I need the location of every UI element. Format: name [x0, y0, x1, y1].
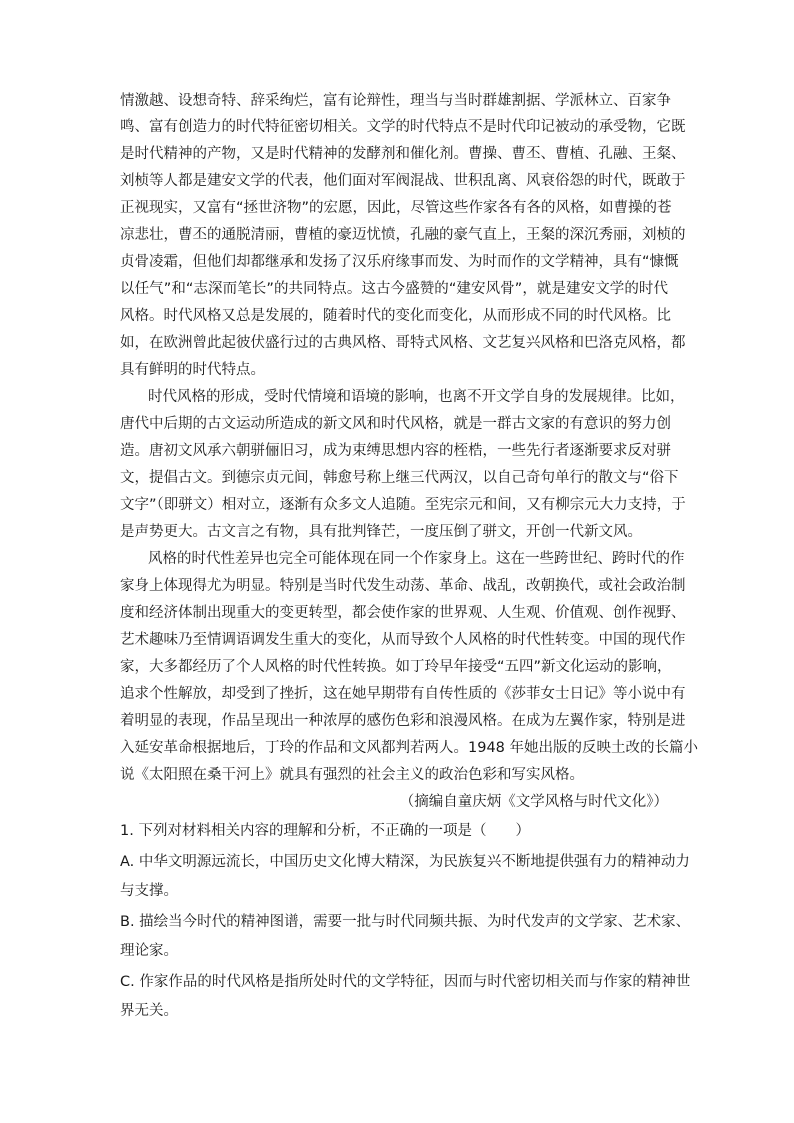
paragraph-3-line: 家，大多都经历了个人风格的时代性转换。如丁玲早年接受“五四”新文化运动的影响， [120, 659, 672, 675]
option-c-line: 界无关。 [120, 1003, 178, 1019]
paragraph-3-line: 追求个性解放，却受到了挫折，这在她早期带有自传性质的《莎菲女士日记》等小说中有 [120, 686, 686, 702]
paragraph-1-line: 情激越、设想奇特、辞采绚烂，富有论辩性，理当与当时群雄割据、学派林立、百家争 [120, 93, 671, 109]
paragraph-3-line: 入延安革命根据地后，丁玲的作品和文风都判若两人。1948 年她出版的反映土改的长篇小 [120, 740, 699, 756]
paragraph-3-line: 说《太阳照在桑干河上》就具有强烈的社会主义的政治色彩和写实风格。 [120, 767, 584, 783]
source-attribution: （摘编自童庆炳《文学风格与时代文化》） [399, 794, 668, 810]
option-a-line: A. 中华文明源远流长，中国历史文化博大精深，为民族复兴不断地提供强有力的精神动力 [120, 854, 690, 870]
paragraph-3-line: 艺术趣味乃至情调语调发生重大的变化，从而导致个人风格的时代性转变。中国的现代作 [120, 632, 686, 648]
paragraph-2-line: 文，提倡古文。到德宗贞元间，韩愈号称上继三代两汉，以自己奇句单行的散文与“俗下 [120, 470, 679, 486]
paragraph-3-line: 家身上体现得尤为明显。特别是当时代发生动荡、革命、战乱，改朝换代，或社会政治制 [120, 578, 686, 594]
paragraph-3-line: 风格的时代性差异也完全可能体现在同一个作家身上。这在一些跨世纪、跨时代的作 [148, 551, 685, 567]
paragraph-1-line: 凉悲壮，曹丕的通脱清丽，曹植的豪迈忧愤，孔融的豪气直上，王粲的深沉秀丽，刘桢的 [120, 227, 686, 243]
option-a-line: 与支撑。 [120, 883, 178, 899]
option-c-line: C. 作家作品的时代风格是指所处时代的文学特征，因而与时代密切相关而与作家的精神世 [120, 974, 691, 990]
option-b-line: 理论家。 [120, 943, 178, 959]
paragraph-2-line: 唐代中后期的古文运动所造成的新文风和时代风格，就是一群古文家的有意识的努力创 [120, 416, 671, 432]
paragraph-1-line: 刘桢等人都是建安文学的代表，他们面对军阀混战、世积乱离、风衰俗怨的时代，既敢于 [120, 173, 686, 189]
paragraph-1-line: 贞骨凌霜，但他们却都继承和发扬了汉乐府缘事而发、为时而作的文学精神，具有“慷慨 [120, 254, 679, 270]
paragraph-2-line: 造。唐初文风承六朝骈俪旧习，成为束缚思想内容的桎梏，一些先行者逐渐要求反对骈 [120, 443, 671, 459]
paragraph-3-line: 度和经济体制出现重大的变更转型，都会使作家的世界观、人生观、价值观、创作视野、 [120, 605, 686, 621]
paragraph-1-line: 以任气”和“志深而笔长”的共同特点。这古今盛赞的“建安风骨”，就是建安文学的时代 [120, 281, 668, 297]
question-stem: 1. 下列对材料相关内容的理解和分析，不正确的一项是（ ） [120, 823, 530, 839]
paragraph-1-line: 具有鲜明的时代特点。 [120, 362, 265, 378]
paragraph-1-line: 是时代精神的产物，又是时代精神的发酵剂和催化剂。曹操、曹丕、曹植、孔融、王粲、 [120, 146, 686, 162]
paragraph-3-line: 着明显的表现，作品呈现出一种浓厚的感伤色彩和浪漫风格。在成为左翼作家，特别是进 [120, 713, 686, 729]
paragraph-2-line: 是声势更大。古文言之有物，具有批判锋芒，一度压倒了骈文，开创一代新文风。 [120, 524, 642, 540]
paragraph-2-line: 时代风格的形成，受时代情境和语境的影响，也离不开文学自身的发展规律。比如， [148, 389, 685, 405]
paragraph-1-line: 风格。时代风格又总是发展的，随着时代的变化而变化，从而形成不同的时代风格。比 [120, 308, 671, 324]
option-b-line: B. 描绘当今时代的精神图谱，需要一批与时代同频共振、为时代发声的文学家、艺术家、 [120, 914, 691, 930]
paragraph-1-line: 鸣、富有创造力的时代特征密切相关。文学的时代特点不是时代印记被动的承受物，它既 [120, 119, 686, 135]
paragraph-1-line: 如，在欧洲曾此起彼伏盛行过的古典风格、哥特式风格、文艺复兴风格和巴洛克风格，都 [120, 335, 686, 351]
paragraph-2-line: 文字”（即骈文）相对立，逐渐有众多文人追随。至宪宗元和间，又有柳宗元大力支持，于 [120, 497, 686, 513]
paragraph-1-line: 正视现实，又富有“拯世济物”的宏愿，因此，尽管这些作家各有各的风格，如曹操的苍 [120, 200, 672, 216]
